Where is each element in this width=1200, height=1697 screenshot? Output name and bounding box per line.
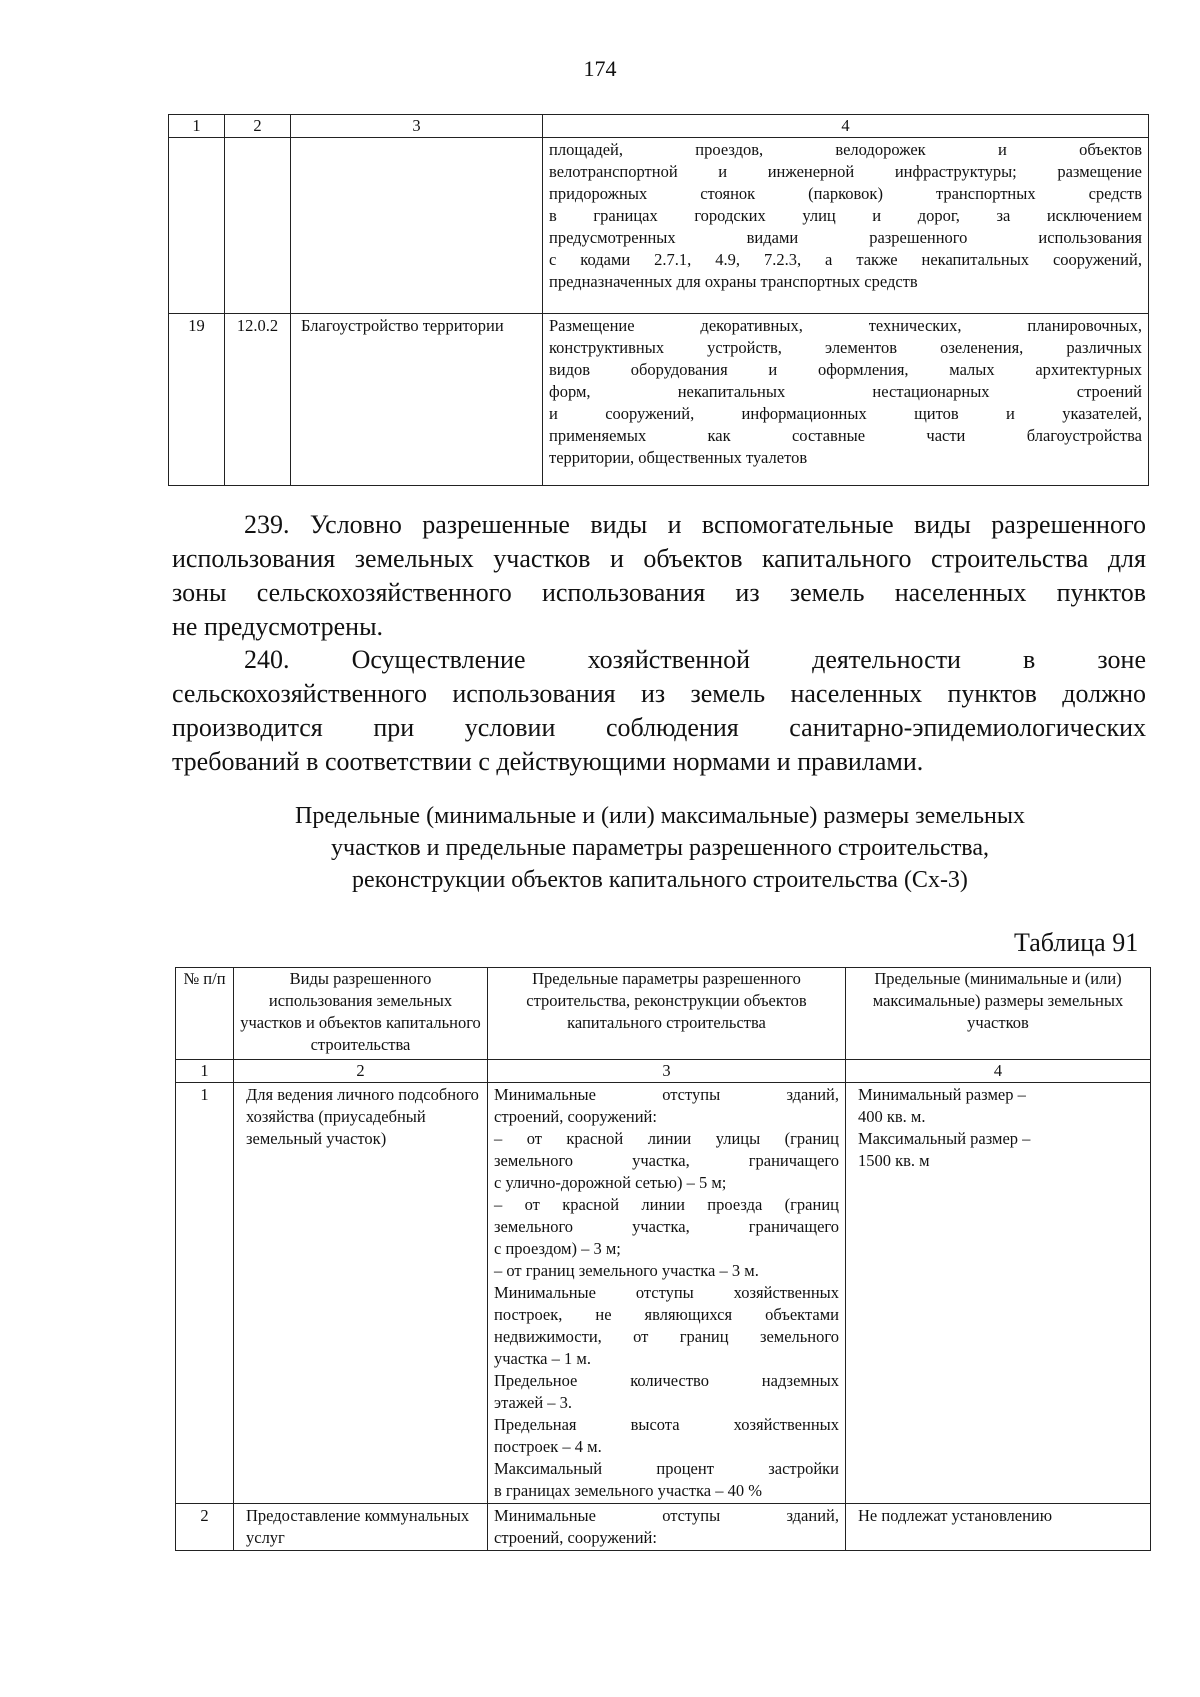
text-line: 240. Осуществление хозяйственной деятельности в зоне xyxy=(244,645,1146,674)
table-header-row xyxy=(176,968,1151,1060)
text-line: зоны сельскохозяйственного использования из земель населенных пунктов xyxy=(172,578,1146,607)
row-code: 12.0.2 xyxy=(225,314,291,486)
column-number: 4 xyxy=(543,115,1149,138)
text-line: использования земельных участков и объектов капитального строительства для xyxy=(172,544,1146,573)
column-number: 1 xyxy=(169,115,225,138)
header-use-type: Виды разрешенного использования земельных участков и объектов капитального строительства xyxy=(234,968,488,1060)
section-heading xyxy=(0,800,1200,896)
text-line: в границах земельного участка – 40 % xyxy=(494,1481,762,1500)
row-number: 1 xyxy=(176,1083,234,1504)
header-sizes: Предельные (минимальные и (или) максимальные) размеры земельных участков xyxy=(846,968,1151,1060)
table-caption: Таблица 91 xyxy=(1014,928,1139,957)
text-line: Минимальные отступы хозяйственных xyxy=(494,1283,839,1302)
text-line: видов оборудования и оформления, малых архитектурных xyxy=(549,360,1142,379)
page-number: 174 xyxy=(583,56,617,81)
table-row xyxy=(169,314,1149,486)
header-parameters: Предельные параметры разрешенного строительства, реконструкции объектов капитального строительства xyxy=(488,968,846,1060)
text-line: 1500 кв. м xyxy=(858,1151,930,1170)
column-number: 3 xyxy=(488,1060,846,1083)
text-line: с кодами 2.7.1, 4.9, 7.2.3, а также некапитальных сооружений, xyxy=(549,250,1142,269)
text-line: земельного участка, граничащего xyxy=(494,1217,839,1236)
text-line: придорожных стоянок (парковок) транспортных средств xyxy=(549,184,1142,203)
text-line: территории, общественных туалетов xyxy=(549,448,808,467)
continuation-description xyxy=(543,138,1149,314)
row-sizes: Не подлежат установлению xyxy=(846,1504,1151,1551)
text-line: требований в соответствии с действующими нормами и правилами. xyxy=(172,747,924,776)
text-line: земельного участка, граничащего xyxy=(494,1151,839,1170)
heading-line: участков и предельные параметры разрешенного строительства, xyxy=(331,835,989,861)
text-line: и сооружений, информационных щитов и указателей, xyxy=(549,404,1142,423)
text-line: – от красной линии проезда (границ xyxy=(494,1195,839,1214)
heading-line: Предельные (минимальные и (или) максимальные) размеры земельных xyxy=(295,803,1025,829)
row-name: Благоустройство территории xyxy=(291,314,543,486)
column-number: 2 xyxy=(225,115,291,138)
text-line: участка – 1 м. xyxy=(494,1349,591,1368)
row-use-type: Предоставление коммунальных услуг xyxy=(234,1504,488,1551)
column-numbers-row xyxy=(176,1060,1151,1083)
text-line: производится при условии соблюдения санитарно-эпидемиологических xyxy=(172,713,1146,742)
column-number: 2 xyxy=(234,1060,488,1083)
text-line: построек – 4 м. xyxy=(494,1437,602,1456)
text-line: в границах городских улиц и дорог, за исключением xyxy=(549,206,1142,225)
text-line: Предельное количество надземных xyxy=(494,1371,839,1390)
text-line: с улично-дорожной сетью) – 5 м; xyxy=(494,1173,727,1192)
column-number: 4 xyxy=(846,1060,1151,1083)
parameters-table xyxy=(175,967,1151,1551)
table-row xyxy=(176,1083,1151,1504)
paragraph-240 xyxy=(172,643,1146,779)
text-line: велотранспортной и инженерной инфраструктуры; размещение xyxy=(549,162,1142,181)
text-line: – от красной линии улицы (границ xyxy=(494,1129,839,1148)
text-line: Размещение декоративных, технических, планировочных, xyxy=(549,316,1142,335)
text-line: – от границ земельного участка – 3 м. xyxy=(494,1261,759,1280)
table-header-row xyxy=(169,115,1149,138)
text-line: Максимальный процент застройки xyxy=(494,1459,839,1478)
text-line: сельскохозяйственного использования из земель населенных пунктов должно xyxy=(172,679,1146,708)
text-line: Минимальные отступы зданий, xyxy=(494,1506,839,1525)
text-line: конструктивных устройств, элементов озеленения, различных xyxy=(549,338,1142,357)
text-line: форм, некапитальных нестационарных строений xyxy=(549,382,1142,401)
text-line: этажей – 3. xyxy=(494,1393,573,1412)
text-line: Максимальный размер – xyxy=(858,1129,1031,1148)
text-line: строений, сооружений: xyxy=(494,1107,657,1126)
table-row xyxy=(176,1504,1151,1551)
heading-line: реконструкции объектов капитального строительства (Сх-3) xyxy=(352,867,968,893)
column-number: 3 xyxy=(291,115,543,138)
text-line: недвижимости, от границ земельного xyxy=(494,1327,839,1346)
row-number: 19 xyxy=(169,314,225,486)
row-use-type: Для ведения личного подсобного хозяйства (приусадебный земельный участок) xyxy=(234,1083,488,1504)
text-line: Минимальные отступы зданий, xyxy=(494,1085,839,1104)
table-row xyxy=(169,138,1149,314)
row-description xyxy=(543,314,1149,486)
text-line: с проездом) – 3 м; xyxy=(494,1239,621,1258)
text-line: Минимальный размер – xyxy=(858,1085,1026,1104)
row-parameters xyxy=(488,1083,846,1504)
text-line: площадей, проездов, велодорожек и объектов xyxy=(549,140,1142,159)
text-line: не предусмотрены. xyxy=(172,612,384,641)
row-number: 2 xyxy=(176,1504,234,1551)
header-number: № п/п xyxy=(176,968,234,1060)
text-line: предназначенных для охраны транспортных средств xyxy=(549,272,918,291)
text-line: 400 кв. м. xyxy=(858,1107,926,1126)
row-sizes xyxy=(846,1083,1151,1504)
text-line: построек, не являющихся объектами xyxy=(494,1305,839,1324)
text-line: Предельная высота хозяйственных xyxy=(494,1415,839,1434)
paragraph-239 xyxy=(172,508,1146,644)
text-line: 239. Условно разрешенные виды и вспомогательные виды разрешенного xyxy=(244,510,1146,539)
row-parameters xyxy=(488,1504,846,1551)
text-line: строений, сооружений: xyxy=(494,1528,657,1547)
column-number: 1 xyxy=(176,1060,234,1083)
land-use-table-continuation xyxy=(168,114,1149,486)
text-line: применяемых как составные части благоустройства xyxy=(549,426,1142,445)
text-line: предусмотренных видами разрешенного использования xyxy=(549,228,1142,247)
